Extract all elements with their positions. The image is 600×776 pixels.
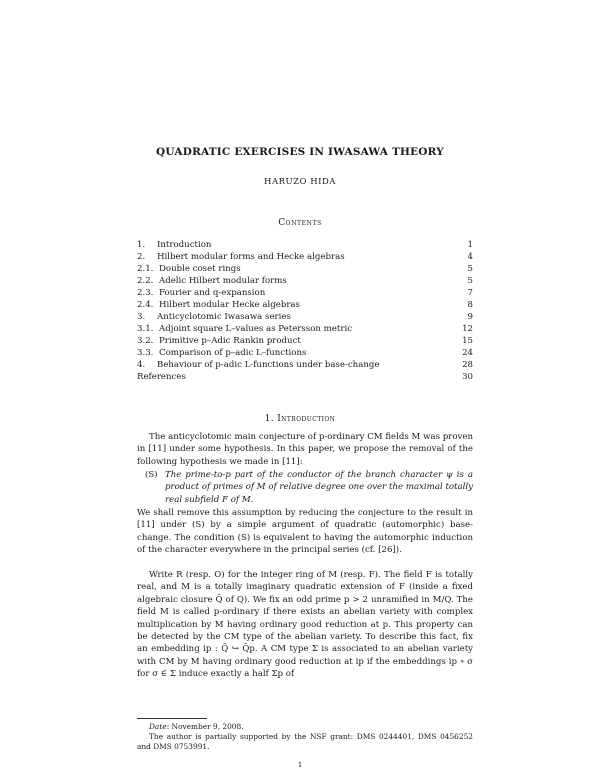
intro-paragraph-3: Write R (resp. O) for the integer ring of M (resp. F). The field F is totally real, and M is a totally imaginary quadratic extension of F (inside a fixed algebraic closure Q̄ of Q). We fix an odd prime p > 2 unramified in M/Q. The field M is called p-ordinary if there exists an abelian variety with complex multiplication by M having ordinary good reduction at p. This property can be detected by the CM type of the abelian variety. To describe this fact, fix an embedding ip : Q̄ ↪ Q̄p. A CM type Σ is associated to an abelian variety with CM by M having ordinary good reduction at ip if the embeddings ip ∘ σ for σ ∈ Σ induce exactly a half Σp of <box>137 570 473 680</box>
toc-entry-page: 12 <box>462 324 473 334</box>
toc-entry-label: Fourier and q-expansion <box>159 288 266 298</box>
toc-entry-number: 3.3. <box>137 348 154 358</box>
toc-entry-label: Adjoint square L–values as Petersson metric <box>159 324 353 334</box>
toc-entry[interactable] <box>137 251 473 263</box>
toc-entry-label-group <box>137 347 306 359</box>
toc-entry-label: References <box>137 372 186 382</box>
toc-entry-label-group <box>137 263 241 275</box>
toc-entry[interactable] <box>137 239 473 251</box>
toc-entry-label: Primitive p–Adic Rankin product <box>159 336 301 346</box>
toc-entry-label-group <box>137 275 287 287</box>
toc-entry[interactable] <box>137 371 473 383</box>
toc-entry-label: Double coset rings <box>159 264 241 274</box>
hypothesis-text: The prime-to-p part of the conductor of the branch character ψ is a product of primes of M of relative degree one over the maximal totally real subfield F of M. <box>165 470 473 505</box>
toc-entry-label: Behaviour of p-adic L-functions under base-change <box>157 360 380 370</box>
paper-title: QUADRATIC EXERCISES IN IWASAWA THEORY <box>156 146 444 158</box>
toc-entry-label-group <box>137 239 211 251</box>
toc-entry-number: 4. <box>137 360 146 370</box>
toc-entry-page: 28 <box>462 360 473 370</box>
toc-entry-page: 7 <box>467 288 473 298</box>
toc-entry[interactable] <box>137 299 473 311</box>
toc-entry-label-group <box>137 335 301 347</box>
toc-entry[interactable] <box>137 263 473 275</box>
toc-entry-page: 24 <box>462 348 473 358</box>
toc-entry-number: 2.4. <box>137 300 154 310</box>
paper-author: HARUZO HIDA <box>264 177 336 187</box>
toc-entry[interactable] <box>137 359 473 371</box>
table-of-contents <box>137 239 473 383</box>
toc-entry-label: Adelic Hilbert modular forms <box>159 276 287 286</box>
section-heading: 1. Introduction <box>264 414 336 424</box>
toc-entry-label-group <box>137 287 265 299</box>
toc-entry-number: 1. <box>137 240 146 250</box>
toc-entry-page: 8 <box>467 300 473 310</box>
toc-entry-page: 4 <box>467 252 473 262</box>
page-number: 1 <box>297 760 303 769</box>
toc-entry[interactable] <box>137 287 473 299</box>
footnote-date <box>137 722 473 732</box>
toc-entry-label-group <box>137 371 186 383</box>
toc-entry-label: Hilbert modular Hecke algebras <box>159 300 300 310</box>
toc-entry-label: Introduction <box>157 240 212 250</box>
toc-entry[interactable] <box>137 335 473 347</box>
toc-entry-label: Anticyclotomic Iwasawa series <box>157 312 291 322</box>
toc-entry-label-group <box>137 323 352 335</box>
toc-entry-label: Comparison of p–adic L–functions <box>159 348 307 358</box>
footnote-rule <box>137 718 207 719</box>
toc-entry[interactable] <box>137 311 473 323</box>
toc-entry-page: 15 <box>462 336 473 346</box>
contents-heading: Contents <box>278 218 322 228</box>
toc-entry[interactable] <box>137 347 473 359</box>
intro-paragraph-2: We shall remove this assumption by reducing the conjecture to the result in [11] under (S) by a simple argument of quadratic (automorphic) base-change. The condition (S) is equivalent to having the automorphic induction of the character everywhere in the principal series (cf. [26]). <box>137 508 473 556</box>
toc-entry-number: 3.1. <box>137 324 154 334</box>
toc-entry-number: 2. <box>137 252 146 262</box>
toc-entry-label-group <box>137 311 291 323</box>
toc-entry-label: Hilbert modular forms and Hecke algebras <box>157 252 345 262</box>
toc-entry-page: 5 <box>467 276 473 286</box>
toc-entry-label-group <box>137 359 379 371</box>
toc-entry-number: 2.2. <box>137 276 154 286</box>
toc-entry-label-group <box>137 299 300 311</box>
toc-entry-page: 30 <box>462 372 473 382</box>
footnote-date-value: : November 9, 2008. <box>166 722 244 731</box>
toc-entry-number: 2.1. <box>137 264 154 274</box>
toc-entry-page: 9 <box>467 312 473 322</box>
toc-entry-label-group <box>137 251 345 263</box>
hypothesis-block <box>145 469 473 506</box>
hypothesis-tag: (S) <box>145 470 158 480</box>
toc-entry-number: 3.2. <box>137 336 154 346</box>
toc-entry-number: 2.3. <box>137 288 154 298</box>
toc-entry-page: 1 <box>467 240 473 250</box>
toc-entry[interactable] <box>137 323 473 335</box>
toc-entry[interactable] <box>137 275 473 287</box>
toc-entry-page: 5 <box>467 264 473 274</box>
toc-entry-number: 3. <box>137 312 146 322</box>
footnote-support: The author is partially supported by the NSF grant: DMS 0244401, DMS 0456252 and DMS 0753991. <box>137 732 473 751</box>
footnote-date-label: Date <box>149 722 167 731</box>
intro-paragraph-1: The anticyclotomic main conjecture of p-ordinary CM fields M was proven in [11] under some hypothesis. In this paper, we propose the removal of the following hypothesis we made in [11]: <box>137 432 473 467</box>
